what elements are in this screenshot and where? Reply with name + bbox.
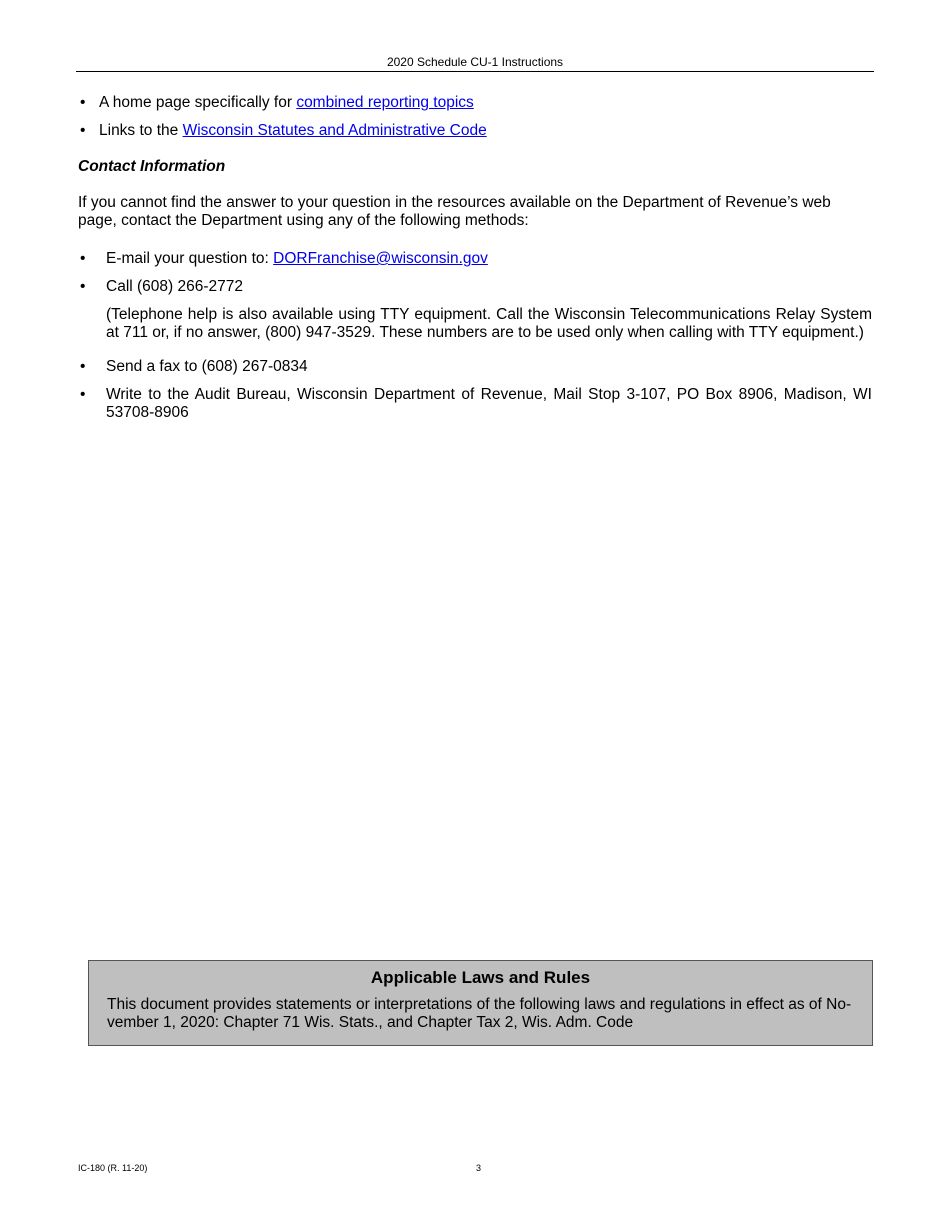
- main-content: [78, 94, 872, 422]
- list-item-text: A home page specifically for: [99, 94, 297, 111]
- list-item-fax: [78, 358, 872, 376]
- combined-reporting-link[interactable]: combined reporting topics: [296, 94, 474, 111]
- footer-page-number: 3: [476, 1163, 482, 1173]
- bullet-icon: •: [80, 357, 86, 375]
- header-divider: [76, 71, 874, 72]
- bullet-icon: •: [80, 278, 86, 295]
- list-item-text: Links to the: [99, 122, 183, 139]
- list-item: [78, 94, 872, 112]
- email-link[interactable]: DORFranchise@wisconsin.gov: [273, 250, 488, 267]
- email-label: E-mail your question to:: [106, 250, 274, 267]
- list-item-call: [78, 278, 872, 296]
- bullet-icon: •: [80, 250, 86, 267]
- list-item-write: [78, 386, 872, 422]
- statutes-link[interactable]: Wisconsin Statutes and Administrative Code: [182, 122, 487, 139]
- contact-intro: If you cannot find the answer to your question in the resources available on the Department of Revenue’s web page, contact the Department using any of the following methods:: [78, 194, 831, 229]
- bullet-icon: •: [80, 122, 86, 139]
- bullet-icon: •: [80, 385, 86, 403]
- footer-form-number: IC-180 (R. 11-20): [78, 1163, 148, 1173]
- laws-box-title: Applicable Laws and Rules: [370, 968, 591, 987]
- call-text: Call (608) 266-2772: [106, 278, 244, 295]
- fax-text: Send a fax to (608) 267-0834: [106, 357, 308, 375]
- contact-methods-list: [78, 250, 872, 422]
- list-item: [78, 122, 872, 140]
- laws-box-body: This document provides statements or interpretations of the following laws and regulations in effect as of No-vember 1, 2020: Chapter 71 Wis. Stats., and Chapter Tax 2, Wis. Adm. Code: [107, 996, 852, 1031]
- bullet-icon: •: [80, 94, 86, 111]
- page-header-title: 2020 Schedule CU-1 Instructions: [386, 55, 564, 69]
- resource-list: [78, 94, 872, 140]
- tty-note: (Telephone help is also available using TTY equipment. Call the Wisconsin Telecommunications Relay System at 711 or, if no answer, (800) 947-3529. These numbers are to be used only when calling with TTY equipment.): [106, 306, 872, 341]
- applicable-laws-box: [88, 960, 873, 1046]
- list-item-email: [78, 250, 872, 268]
- write-text: Write to the Audit Bureau, Wisconsin Department of Revenue, Mail Stop 3-107, PO Box 8906, Madison, WI 53708-8906: [106, 385, 872, 421]
- contact-heading: Contact Information: [78, 158, 226, 175]
